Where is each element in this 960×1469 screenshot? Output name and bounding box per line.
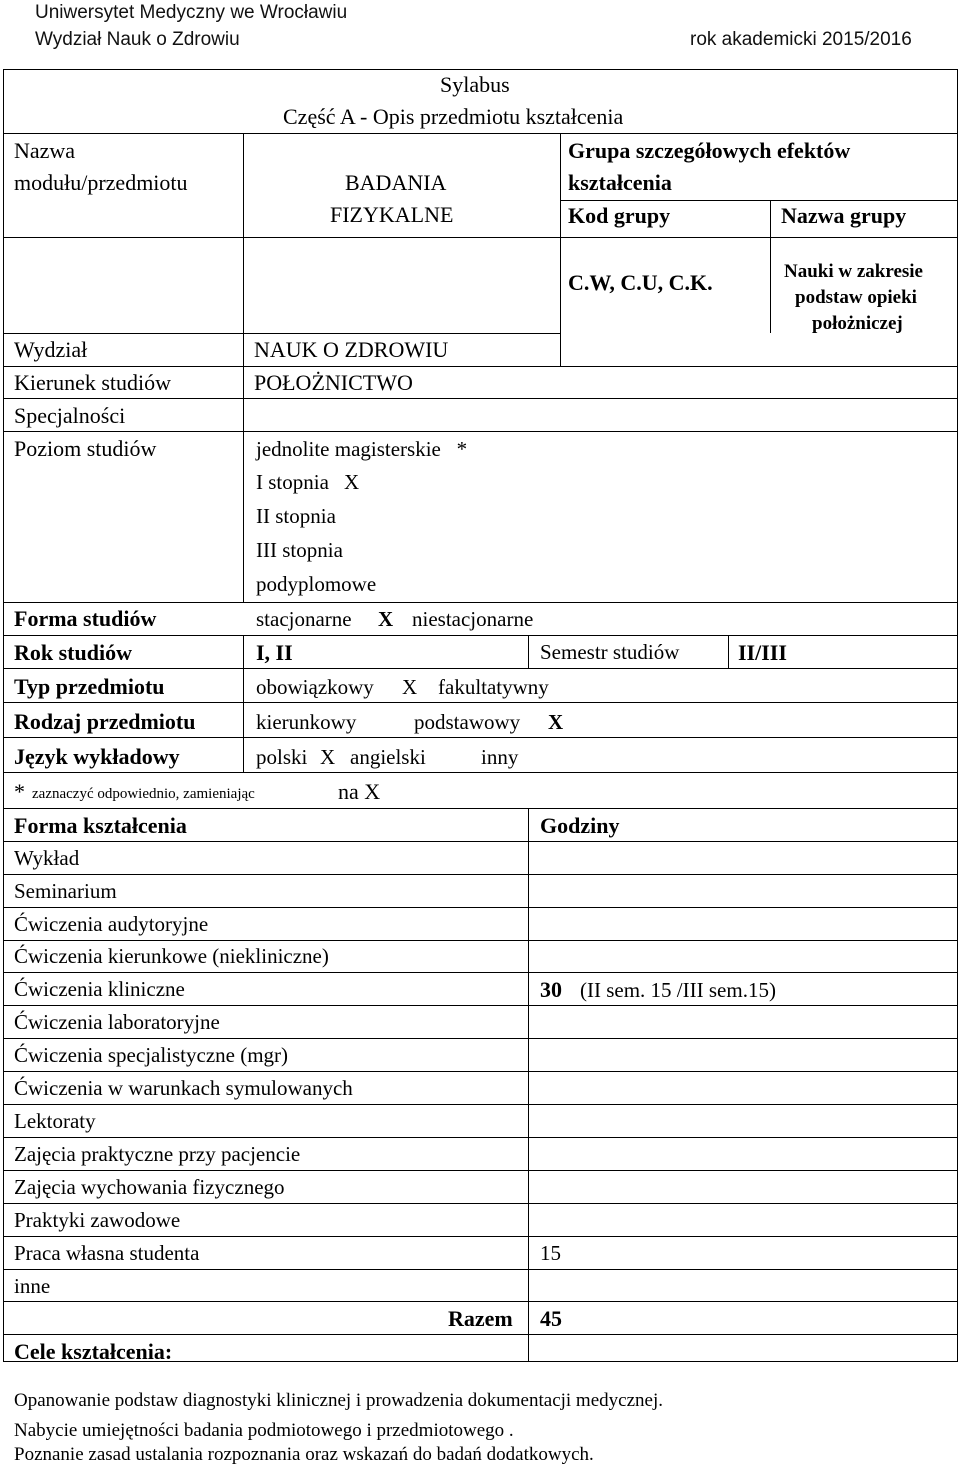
semester-label: Semestr studiów: [540, 640, 680, 664]
hours-row-simulated: Ćwiczenia w warunkach symulowanych: [14, 1076, 353, 1100]
level-option-first-mark: X: [344, 470, 360, 494]
type-label: Typ przedmiotu: [14, 674, 165, 699]
group-name-line2: podstaw opieki: [795, 287, 917, 308]
academic-year: rok akademicki 2015/2016: [690, 29, 912, 50]
form-stationary-mark: X: [378, 607, 394, 631]
kind-label: Rodzaj przedmiotu: [14, 709, 196, 734]
group-label-line1: Grupa szczegółowych efektów: [568, 138, 851, 163]
module-label-line1: Nazwa: [14, 138, 76, 163]
group-name-header: Nazwa grupy: [781, 203, 907, 228]
goals-line-1: Opanowanie podstaw diagnostyki klinicznej i prowadzenia dokumentacji medycznej.: [14, 1390, 663, 1411]
module-name-line2: FIZYKALNE: [330, 202, 454, 227]
level-option-postgrad: podyplomowe: [256, 572, 377, 596]
table-left-border: [3, 69, 4, 1362]
total-label: Razem: [448, 1306, 513, 1331]
direction-value: POŁOŻNICTWO: [254, 370, 413, 395]
kind-directional: kierunkowy: [256, 710, 357, 734]
language-english: angielski: [350, 745, 426, 769]
note-suffix: na X: [338, 779, 381, 804]
semester-value: II/III: [738, 640, 787, 665]
hours-row-language: Lektoraty: [14, 1109, 96, 1133]
hours-row-specialist: Ćwiczenia specjalistyczne (mgr): [14, 1043, 289, 1067]
hours-row-lecture: Wykład: [14, 846, 80, 870]
specialty-label: Specjalności: [14, 403, 126, 428]
hours-row-patient: Zajęcia praktyczne przy pacjencie: [14, 1142, 301, 1166]
note-star: *: [14, 779, 25, 804]
language-other: inny: [481, 745, 519, 769]
hours-row-self-study-value: 15: [540, 1241, 561, 1265]
faculty-name: Wydział Nauk o Zdrowiu: [35, 29, 240, 50]
group-name-line1: Nauki w zakresie: [784, 261, 923, 282]
level-option-third: III stopnia: [256, 538, 343, 562]
table-top-border: [3, 69, 957, 70]
total-value: 45: [540, 1306, 562, 1331]
year-label: Rok studiów: [14, 640, 132, 665]
level-option-uniform: jednolite magisterskie *: [256, 437, 468, 461]
type-mandatory: obowiązkowy: [256, 675, 374, 699]
syllabus-subtitle: Część A - Opis przedmiotu kształcenia: [283, 104, 624, 129]
hours-row-self-study: Praca własna studenta: [14, 1241, 200, 1265]
university-name: Uniwersytet Medyczny we Wrocławiu: [35, 2, 348, 23]
hours-row-practice: Praktyki zawodowe: [14, 1208, 181, 1232]
hours-row-clinical: Ćwiczenia kliniczne: [14, 977, 185, 1001]
language-polish: polski: [256, 745, 308, 769]
note-text: zaznaczyć odpowiednio, zamieniając: [32, 786, 255, 802]
group-label-line2: kształcenia: [568, 170, 672, 195]
language-polish-mark: X: [320, 745, 336, 769]
form-nonstationary: niestacjonarne: [412, 607, 534, 631]
goals-label: Cele kształcenia:: [14, 1339, 173, 1364]
type-optional: fakultatywny: [438, 675, 549, 699]
hours-row-auditory: Ćwiczenia audytoryjne: [14, 912, 209, 936]
form-label: Forma studiów: [14, 606, 157, 631]
hours-row-directional: Ćwiczenia kierunkowe (niekliniczne): [14, 944, 329, 968]
type-mandatory-mark: X: [402, 675, 418, 699]
syllabus-title: Sylabus: [440, 72, 510, 97]
hours-row-clinical-note: (II sem. 15 /III sem.15): [580, 978, 776, 1002]
language-label: Język wykładowy: [14, 744, 180, 769]
hours-header: Godziny: [540, 813, 620, 838]
group-code-header: Kod grupy: [568, 203, 671, 228]
hours-row-seminar: Seminarium: [14, 879, 117, 903]
table-right-border: [957, 69, 958, 1362]
level-option-first: I stopnia: [256, 470, 329, 494]
kind-basic-mark: X: [548, 710, 564, 734]
level-label: Poziom studiów: [14, 436, 157, 461]
year-value: I, II: [256, 640, 293, 665]
form-stationary: stacjonarne: [256, 607, 352, 631]
direction-label: Kierunek studiów: [14, 370, 172, 395]
goals-line-3: Poznanie zasad ustalania rozpoznania oraz wskazań do badań dodatkowych.: [14, 1444, 594, 1465]
faculty-value: NAUK O ZDROWIU: [254, 337, 449, 362]
hours-row-pe: Zajęcia wychowania fizycznego: [14, 1175, 285, 1199]
module-label-line2: modułu/przedmiotu: [14, 170, 188, 195]
level-option-second: II stopnia: [256, 504, 336, 528]
kind-basic: podstawowy: [414, 710, 521, 734]
hours-row-other: inne: [14, 1274, 51, 1298]
goals-line-2: Nabycie umiejętności badania podmiotowego i przedmiotowego .: [14, 1420, 514, 1441]
faculty-label: Wydział: [14, 337, 88, 362]
group-name-line3: położniczej: [812, 313, 903, 334]
module-name-line1: BADANIA: [345, 170, 447, 195]
group-code-value: C.W, C.U, C.K.: [568, 270, 713, 295]
form-of-education-header: Forma kształcenia: [14, 813, 187, 838]
hours-row-lab: Ćwiczenia laboratoryjne: [14, 1010, 220, 1034]
hours-row-clinical-value: 30: [540, 977, 562, 1002]
